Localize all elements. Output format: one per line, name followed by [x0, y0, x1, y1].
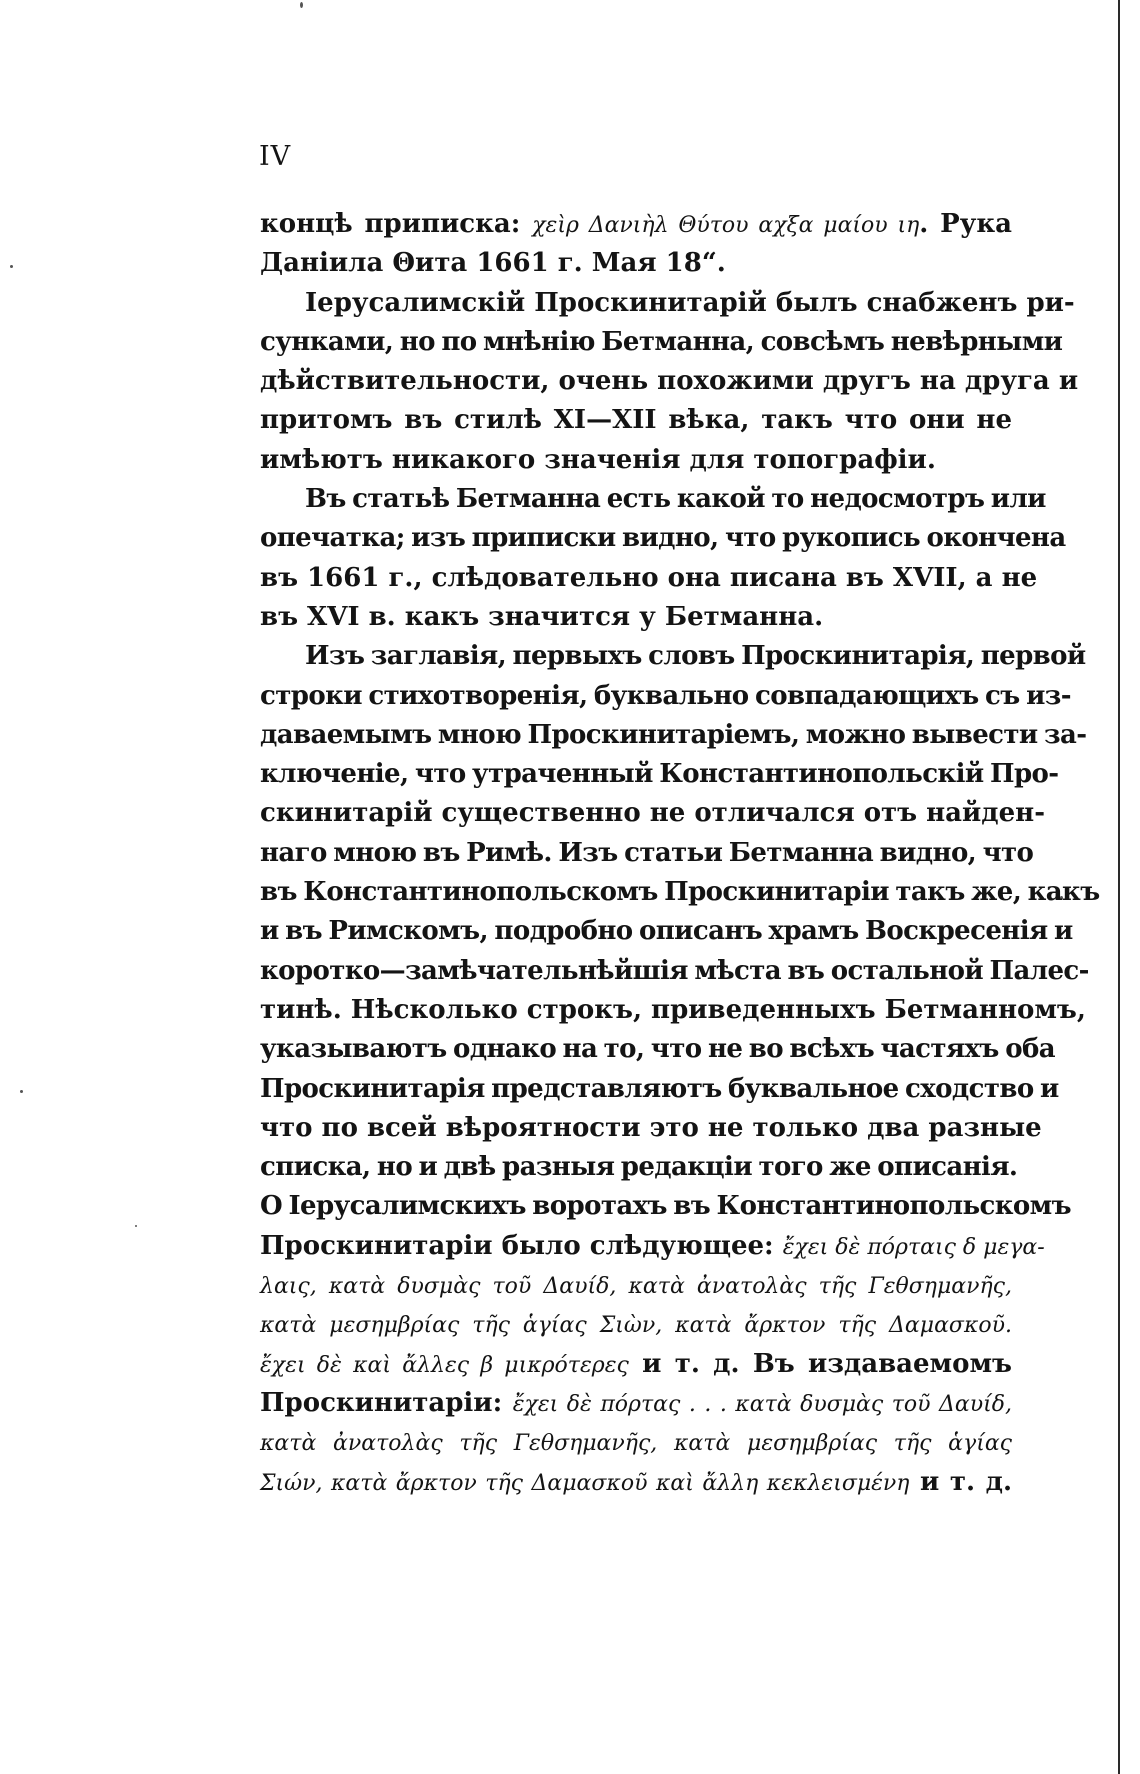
text-line: ключеніе, что утраченный Константинопольскій Про- [260, 759, 1059, 790]
text-line: Въ статьѣ Бетманна есть какой то недосмотръ или [305, 484, 1046, 515]
text-line: κατὰ ἀνατολὰς τῆς Γεθσημανῆς, κατὰ μεσημβρίας τῆς ἁγίας [260, 1431, 1012, 1457]
scan-speck [20, 1090, 23, 1093]
text-line: скинитарій существенно не отличался отъ найден- [260, 798, 1046, 829]
text-line: дѣйствительности, очень похожими другъ на друга и [260, 366, 1079, 397]
text-line: даваемымъ мною Проскинитаріемъ, можно вывести за- [260, 719, 1087, 750]
text-line: въ 1661 г., слѣдовательно она писана въ XVII, а не [260, 562, 1038, 593]
text-line: κατὰ μεσημβρίας τῆς ἁγίας Σιὼν, κατὰ ἄρκτον τῆς Δαμασκοῦ. [260, 1313, 1012, 1339]
text-line: наго мною въ Римѣ. Изъ статьи Бетманна видно, что [260, 837, 1034, 868]
text-line: ἔχει δὲ καὶ ἄλλες β μικρότερες и т. д. Въ издаваемомъ [260, 1348, 1013, 1379]
text-line: Проскинитаріи: ἔχει δὲ πόρτας . . . κατὰ δυσμὰς τοῦ Δαυίδ, [260, 1387, 1012, 1418]
body-text [260, 205, 1100, 1502]
text-line: Проскинитарія представляютъ буквальное сходство и [260, 1073, 1059, 1104]
text-line: опечатка; изъ приписки видно, что рукопись окончена [260, 523, 1066, 554]
text-line: сунками, но по мнѣнію Бетманна, совсѣмъ невѣрными [260, 326, 1063, 357]
text-line: и въ Римскомъ, подробно описанъ храмъ Воскресенія и [260, 916, 1073, 947]
text-line: указываютъ однако на то, что не во всѣхъ частяхъ оба [260, 1034, 1055, 1065]
page-edge-line [1118, 0, 1120, 1774]
text-line: строки стихотворенія, буквально совпадающихъ съ из- [260, 680, 1071, 711]
text-line: имѣютъ никакого значенія для топографіи. [260, 444, 936, 475]
text-line: списка, но и двѣ разныя редакціи того же описанія. [260, 1152, 1018, 1183]
text-line: что по всей вѣроятности это не только два разные [260, 1112, 1042, 1143]
scan-speck [10, 265, 13, 268]
scan-speck [300, 2, 303, 8]
text-line: притомъ въ стилѣ XI—XII вѣка, такъ что они не [260, 405, 1012, 436]
text-line: концѣ приписка: χεὶρ Δανιὴλ Θύτου αχξα μαίου ιη. Рука [260, 209, 1012, 239]
text-line: Іерусалимскій Проскинитарій былъ снабженъ ри- [305, 287, 1075, 318]
text-line: О Іерусалимскихъ воротахъ въ Константинопольскомъ [260, 1191, 1071, 1222]
text-line: въ Константинопольскомъ Проскинитаріи такъ же, какъ [260, 877, 1100, 908]
text-line: тинѣ. Нѣсколько строкъ, приведенныхъ Бетманномъ, [260, 994, 1086, 1025]
text-line: коротко—замѣчательнѣйшія мѣста въ остальной Палес- [260, 955, 1089, 986]
text-line: въ XVI в. какъ значится у Бетманна. [260, 601, 824, 632]
page-number: IV [259, 141, 292, 172]
scan-speck [135, 1225, 137, 1227]
text-line: Σιών, κατὰ ἄρκτον τῆς Δαμασκοῦ καὶ ἄλλη κεκλεισμένη и т. д. [260, 1466, 1013, 1497]
text-line: Даніила Θита 1661 г. Мая 18“. [260, 248, 726, 279]
text-line: λαις, κατὰ δυσμὰς τοῦ Δαυίδ, κατὰ ἀνατολὰς τῆς Γεθσημανῆς, [260, 1274, 1012, 1300]
text-line: Проскинитаріи было слѣдующее: ἔχει δὲ πόρταις δ μεγα- [260, 1230, 1045, 1261]
text-line: Изъ заглавія, первыхъ словъ Проскинитарія, первой [305, 641, 1086, 672]
